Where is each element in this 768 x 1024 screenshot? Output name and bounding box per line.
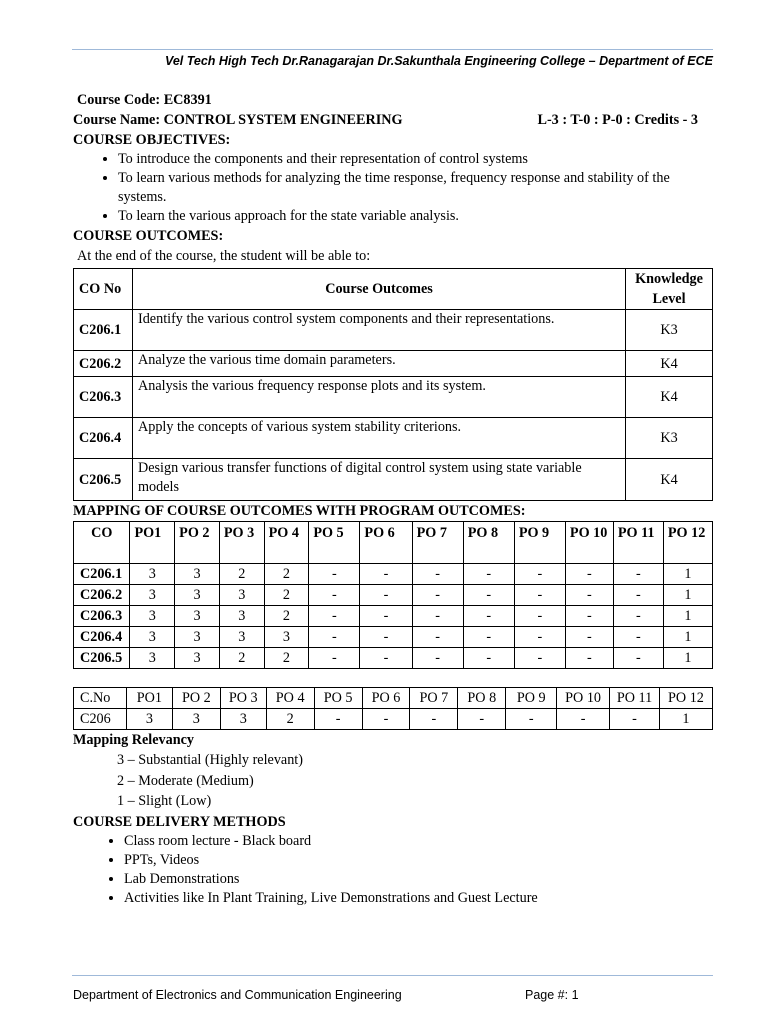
column-header: PO 3 (220, 688, 266, 709)
table-row (74, 585, 713, 606)
mapping-cell: 2 (264, 648, 309, 669)
mapping-cell: - (412, 648, 463, 669)
co-id: C206 (74, 709, 127, 730)
mapping-cell: 3 (175, 585, 220, 606)
column-header: PO 3 (219, 522, 264, 564)
delivery-item: • PPTs, Videos (124, 851, 713, 870)
table-row (74, 564, 713, 585)
mapping-cell: 3 (264, 627, 309, 648)
course-credits: L-3 : T-0 : P-0 : Credits - 3 (537, 112, 698, 128)
mapping-cell: 3 (130, 627, 175, 648)
objectives-heading: COURSE OBJECTIVES: (73, 132, 231, 148)
co-level: K3 (626, 418, 713, 459)
mapping-cell: - (360, 648, 412, 669)
mapping-cell: - (360, 627, 412, 648)
table-row (74, 648, 713, 669)
mapping-cell: - (360, 606, 412, 627)
objective-item: • To learn the various approach for the state variable analysis. (118, 207, 713, 226)
mapping-cell: 1 (663, 585, 712, 606)
mapping-heading: MAPPING OF COURSE OUTCOMES WITH PROGRAM OUTCOMES: (73, 503, 526, 519)
delivery-item: • Class room lecture - Black board (124, 832, 713, 851)
mapping-cell: - (610, 709, 660, 730)
column-header: PO 10 (557, 688, 610, 709)
mapping-cell: - (613, 585, 663, 606)
column-header: C.No (74, 688, 127, 709)
mapping-cell: 3 (175, 564, 220, 585)
mapping-cell: 3 (219, 606, 264, 627)
mapping-cell: - (463, 606, 514, 627)
outcomes-intro: At the end of the course, the student will be able to: (77, 248, 371, 264)
column-header: CO (74, 522, 130, 564)
column-header: PO 6 (362, 688, 410, 709)
column-header: PO 2 (175, 522, 220, 564)
footer-department: Department of Electronics and Communication Engineering (73, 988, 402, 1002)
co-id: C206.5 (74, 459, 133, 501)
mapping-cell: 3 (219, 585, 264, 606)
mapping-cell: 3 (220, 709, 266, 730)
mapping-cell: - (565, 585, 613, 606)
column-header: PO 10 (565, 522, 613, 564)
mapping-cell: - (514, 606, 565, 627)
course-outcomes-table (73, 268, 713, 501)
mapping-cell: - (613, 627, 663, 648)
relevancy-item: 2 – Moderate (Medium) (117, 772, 254, 789)
co-id: C206.3 (74, 377, 133, 418)
mapping-cell: 2 (264, 585, 309, 606)
mapping-cell: - (613, 564, 663, 585)
mapping-cell: - (360, 564, 412, 585)
mapping-cell: - (309, 627, 360, 648)
table-row (74, 627, 713, 648)
page-footer (73, 988, 713, 1002)
table-row (74, 709, 713, 730)
column-header: PO 4 (264, 522, 309, 564)
column-header: PO 11 (610, 688, 660, 709)
co-text: Design various transfer functions of digital control system using state variable models (132, 459, 625, 501)
course-name-row (73, 110, 713, 130)
document-body (73, 90, 713, 908)
mapping-cell: 1 (663, 627, 712, 648)
mapping-table (73, 521, 713, 669)
column-header: CO No (74, 269, 133, 310)
mapping-cell: 2 (264, 606, 309, 627)
page-header: Vel Tech High Tech Dr.Ranagarajan Dr.Sakunthala Engineering College – Department of ECE (164, 54, 713, 68)
delivery-item: • Lab Demonstrations (124, 870, 713, 889)
co-id: C206.5 (74, 648, 130, 669)
co-id: C206.3 (74, 606, 130, 627)
mapping-cell: 3 (175, 648, 220, 669)
mapping-cell: - (458, 709, 506, 730)
co-text: Identify the various control system components and their representations. (132, 310, 625, 351)
objectives-list (73, 150, 713, 226)
mapping-cell: 1 (663, 564, 712, 585)
mapping-cell: 3 (172, 709, 220, 730)
column-header: PO 8 (458, 688, 506, 709)
co-id: C206.1 (74, 564, 130, 585)
delivery-item: • Activities like In Plant Training, Live Demonstrations and Guest Lecture (124, 889, 713, 908)
column-header: PO 7 (412, 522, 463, 564)
course-code: Course Code: EC8391 (77, 92, 212, 108)
table-row (74, 377, 713, 418)
outcomes-heading: COURSE OUTCOMES: (73, 228, 224, 244)
mapping-cell: 3 (175, 606, 220, 627)
column-header: PO 8 (463, 522, 514, 564)
relevancy-heading: Mapping Relevancy (73, 732, 194, 748)
mapping-cell: - (309, 585, 360, 606)
table-row (74, 459, 713, 501)
mapping-cell: - (463, 585, 514, 606)
mapping-cell: 3 (130, 606, 175, 627)
mapping-cell: - (557, 709, 610, 730)
mapping-cell: - (412, 627, 463, 648)
summary-table (73, 687, 713, 730)
mapping-cell: - (565, 648, 613, 669)
mapping-cell: - (412, 564, 463, 585)
column-header: PO 5 (309, 522, 360, 564)
co-id: C206.4 (74, 418, 133, 459)
column-header: PO1 (130, 522, 175, 564)
relevancy-item: 3 – Substantial (Highly relevant) (117, 752, 303, 768)
co-level: K4 (626, 351, 713, 377)
co-id: C206.4 (74, 627, 130, 648)
mapping-cell: 1 (659, 709, 712, 730)
mapping-cell: - (514, 585, 565, 606)
mapping-cell: 3 (175, 627, 220, 648)
co-level: K4 (626, 459, 713, 501)
mapping-cell: - (463, 564, 514, 585)
table-header-row (74, 269, 713, 310)
mapping-cell: - (565, 627, 613, 648)
mapping-cell: - (514, 564, 565, 585)
mapping-cell: - (463, 648, 514, 669)
mapping-cell: - (514, 648, 565, 669)
delivery-list (73, 832, 713, 908)
mapping-cell: - (514, 627, 565, 648)
footer-rule (72, 975, 713, 976)
column-header: PO 11 (613, 522, 663, 564)
mapping-cell: - (412, 585, 463, 606)
spacer (73, 669, 713, 687)
mapping-cell: - (506, 709, 557, 730)
objective-item: • To introduce the components and their representation of control systems (118, 150, 713, 169)
column-header: Knowledge Level (626, 269, 713, 310)
relevancy-item: 1 – Slight (Low) (117, 793, 212, 809)
co-level: K3 (626, 310, 713, 351)
co-id: C206.2 (74, 351, 133, 377)
co-id: C206.1 (74, 310, 133, 351)
header-rule (72, 49, 713, 50)
column-header: PO 12 (663, 522, 712, 564)
mapping-cell: 3 (130, 585, 175, 606)
column-header: PO 9 (514, 522, 565, 564)
column-header: PO 12 (659, 688, 712, 709)
column-header: PO 6 (360, 522, 412, 564)
co-id: C206.2 (74, 585, 130, 606)
mapping-cell: 3 (126, 709, 172, 730)
column-header: PO1 (126, 688, 172, 709)
mapping-cell: - (314, 709, 362, 730)
co-text: Apply the concepts of various system stability criterions. (132, 418, 625, 459)
table-header-row (74, 688, 713, 709)
table-row (74, 606, 713, 627)
mapping-cell: 3 (219, 627, 264, 648)
mapping-cell: 3 (130, 564, 175, 585)
mapping-cell: - (412, 606, 463, 627)
mapping-cell: - (565, 606, 613, 627)
table-row (74, 418, 713, 459)
table-row (74, 351, 713, 377)
mapping-cell: - (613, 648, 663, 669)
column-header: PO 9 (506, 688, 557, 709)
co-text: Analysis the various frequency response plots and its system. (132, 377, 625, 418)
delivery-heading: COURSE DELIVERY METHODS (73, 813, 286, 830)
page-number: Page #: 1 (525, 988, 579, 1002)
mapping-cell: 3 (130, 648, 175, 669)
column-header: PO 4 (266, 688, 314, 709)
table-header-row (74, 522, 713, 564)
column-header: PO 5 (314, 688, 362, 709)
mapping-cell: 2 (264, 564, 309, 585)
table-row (74, 310, 713, 351)
mapping-cell: 2 (219, 564, 264, 585)
mapping-cell: - (613, 606, 663, 627)
mapping-cell: - (565, 564, 613, 585)
mapping-cell: - (362, 709, 410, 730)
objective-item: • To learn various methods for analyzing the time response, frequency response and stability of the systems. (118, 169, 713, 207)
column-header: PO 7 (410, 688, 458, 709)
co-text: Analyze the various time domain parameters. (132, 351, 625, 377)
column-header: PO 2 (172, 688, 220, 709)
mapping-cell: 1 (663, 606, 712, 627)
mapping-cell: - (360, 585, 412, 606)
relevancy-list (73, 750, 713, 812)
mapping-cell: 1 (663, 648, 712, 669)
mapping-cell: 2 (266, 709, 314, 730)
mapping-cell: - (463, 627, 514, 648)
column-header: Course Outcomes (132, 269, 625, 310)
mapping-cell: - (309, 564, 360, 585)
mapping-cell: 2 (219, 648, 264, 669)
mapping-cell: - (309, 606, 360, 627)
mapping-cell: - (309, 648, 360, 669)
mapping-cell: - (410, 709, 458, 730)
co-level: K4 (626, 377, 713, 418)
course-name: Course Name: CONTROL SYSTEM ENGINEERING (73, 112, 403, 128)
